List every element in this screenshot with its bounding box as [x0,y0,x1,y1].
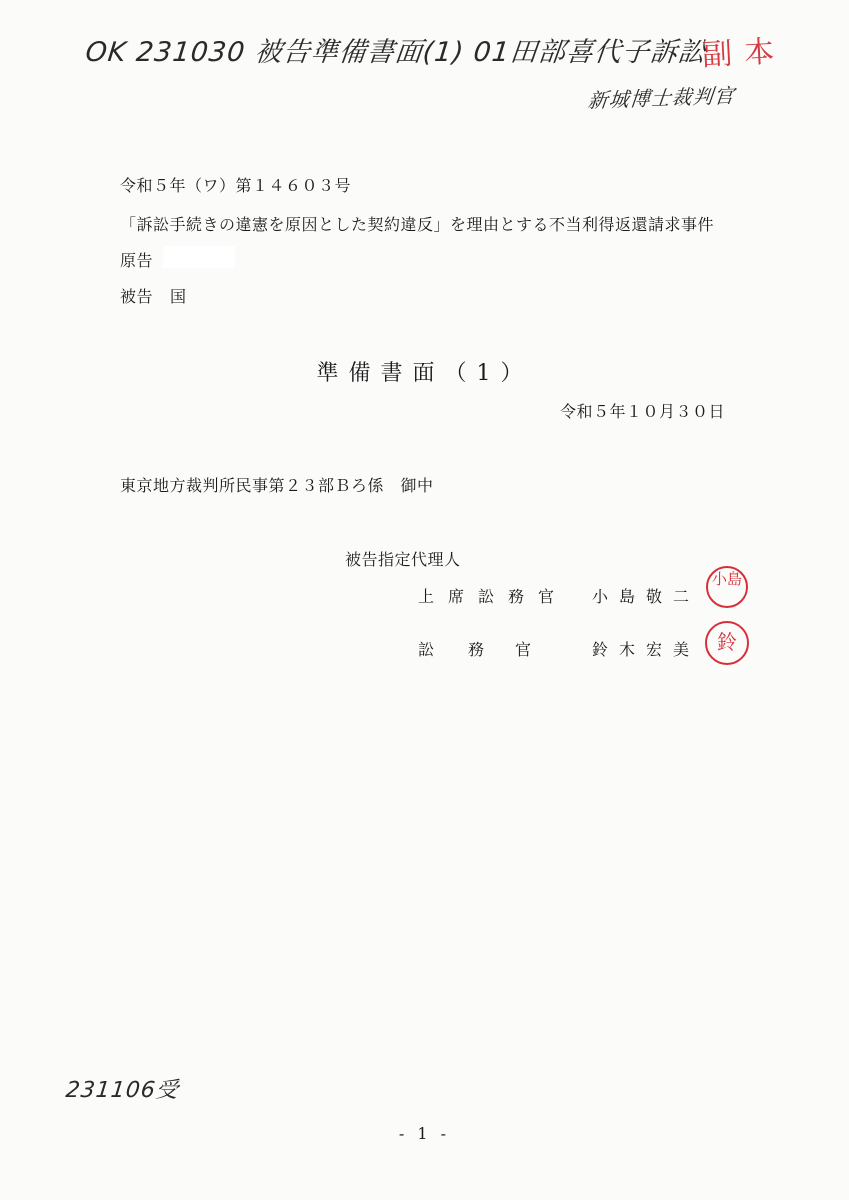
case-name: 「訴訟手続きの違憲を原因とした契約違反」を理由とする不当利得返還請求事件 [120,215,715,234]
case-number: 令和５年（ワ）第１４６０３号 [120,176,352,195]
plaintiff-name-redaction [163,246,235,268]
document-title: 準備書面（1） [316,361,533,386]
kojima-seal-stamp: 小島 [706,566,748,608]
page-number: - 1 - [398,1124,451,1143]
officer1-title: 上席訟務官 [418,587,569,606]
copy-stamp: 副本 [701,33,788,74]
officer2-name: 鈴木宏美 [592,640,701,659]
officer2-title-part: 官 [515,640,532,659]
plaintiff-label: 原告 [120,251,154,270]
officer2-title-part: 務 [468,640,485,659]
designated-agent-label: 被告指定代理人 [345,550,461,569]
handwritten-header-note: OK 231030 被告準備書面(1) 01田部喜代子訴訟 [84,37,708,68]
defendant-name: 国 [170,287,187,306]
handwritten-received-note: 231106受 [64,1078,181,1103]
document-date: 令和５年１０月３０日 [560,402,726,421]
officer2-title-part: 訟 [418,640,435,659]
handwritten-judge-note: 新城博士裁判官 [586,83,737,113]
suzuki-seal-stamp: 鈴 [705,621,749,665]
defendant-label: 被告 [120,287,154,306]
officer1-name: 小島敬二 [592,587,701,606]
court-addressee: 東京地方裁判所民事第２３部Ｂろ係 御中 [120,476,434,495]
